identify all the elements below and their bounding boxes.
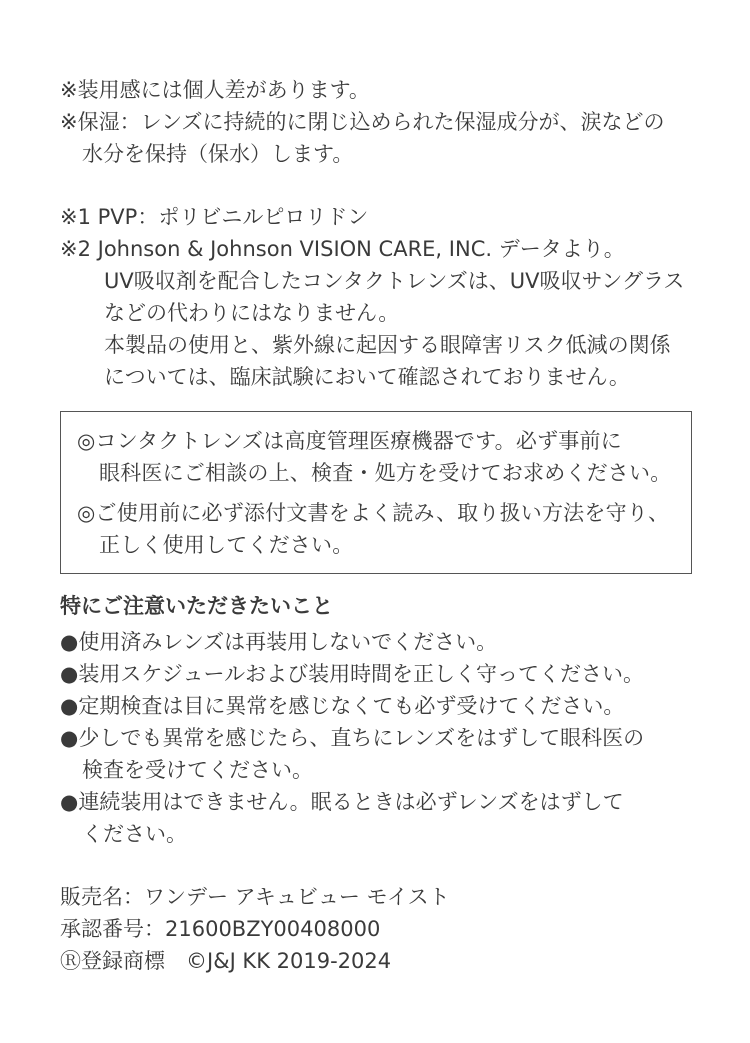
box-item-1-cont: 眼科医にご相談の上、検査・処方を受けてお求めください。 [99,461,672,485]
footnote-2: ※2 Johnson & Johnson VISION CARE, INC. データより。 [60,237,625,261]
copyright: Ⓡ登録商標 ©J&J KK 2019-2024 [60,949,392,973]
footnote-2-line3: などの代わりにはなりません。 [104,301,400,325]
label-document [60,74,692,977]
footnote-2-line5: については、臨床試験において確認されておりません。 [104,365,630,389]
box-item-2-cont: 正しく使用してください。 [99,533,354,557]
warning-box [60,411,692,574]
box-item-1: ◎コンタクトレンズは高度管理医療機器です。必ず事前に [77,429,622,453]
approval-number: 承認番号：21600BZY00408000 [60,917,381,941]
box-item-2: ◎ご使用前に必ず添付文書をよく読み、取り扱い方法を守り、 [77,501,670,525]
caution-4-cont: 検査を受けてください。 [82,758,313,782]
note-moisture: ※保湿：レンズに持続的に閉じ込められた保湿成分が、涙などの [60,110,665,134]
footnote-2-line2: UV吸収剤を配合したコンタクトレンズは、UV吸収サングラス [104,269,685,293]
note-comfort: ※装用感には個人差があります。 [60,78,370,102]
caution-3: ●定期検査は目に異常を感じなくても必ず受けてください。 [60,694,625,718]
caution-5: ●連続装用はできません。眠るときは必ずレンズをはずして [60,790,624,814]
cautions-heading: 特にご注意いただきたいこと [60,594,333,618]
footnote-2-line4: 本製品の使用と、紫外線に起因する眼障害リスク低減の関係 [104,333,671,357]
footnote-1: ※1 PVP：ポリビニルピロリドン [60,205,369,229]
product-name: 販売名：ワンデー アキュビュー モイスト [60,885,450,909]
caution-1: ●使用済みレンズは再装用しないでください。 [60,630,498,654]
caution-5-cont: ください。 [82,822,187,846]
caution-2: ●装用スケジュールおよび装用時間を正しく守ってください。 [60,662,645,686]
caution-4: ●少しでも異常を感じたら、直ちにレンズをはずして眼科医の [60,726,645,750]
note-moisture-cont: 水分を保持（保水）します。 [82,142,354,166]
